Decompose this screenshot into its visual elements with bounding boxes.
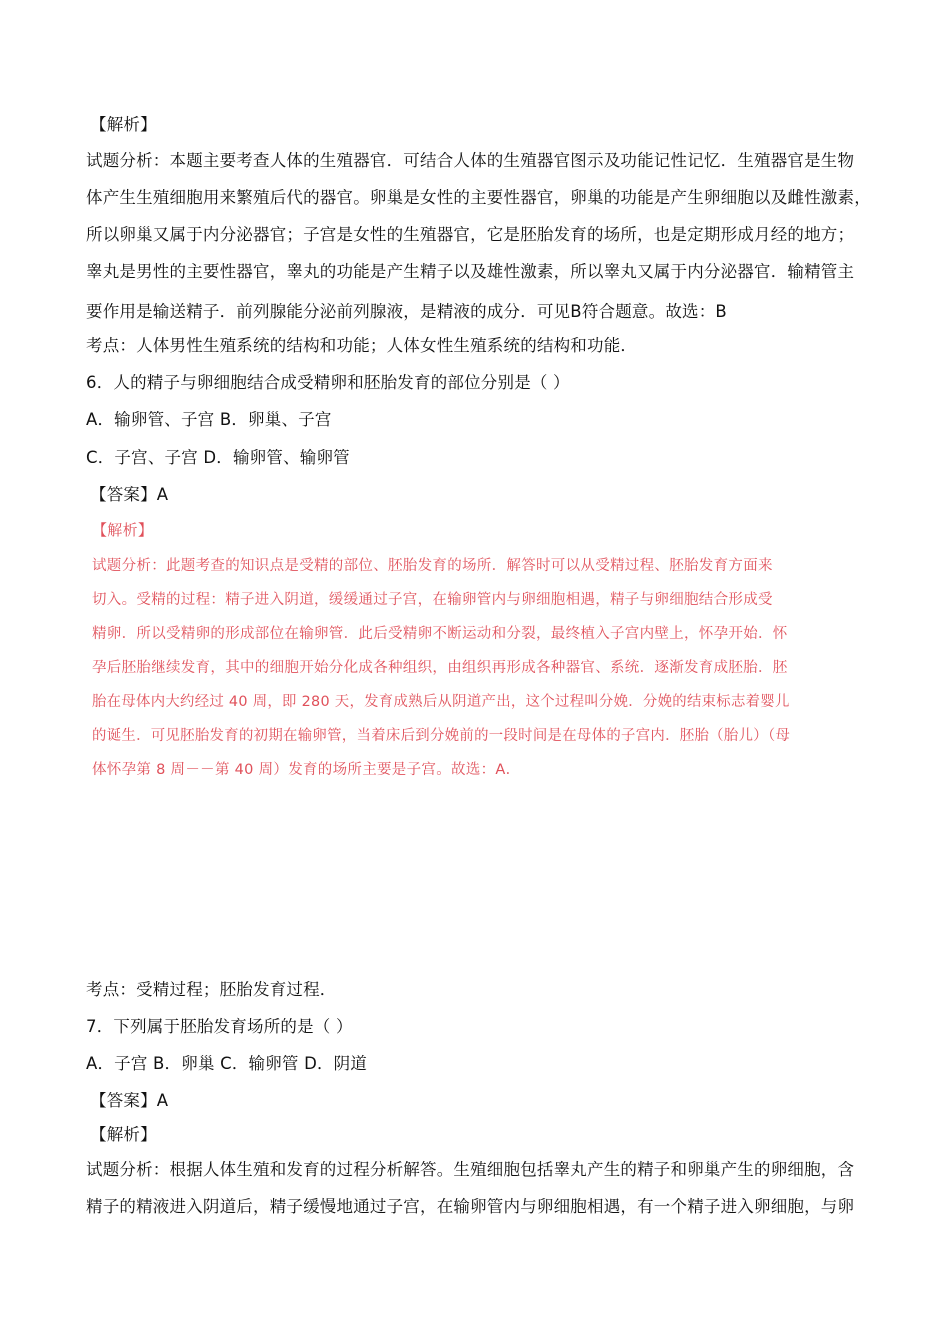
question-7-options: A．子宫 B．卵巢 C．输卵管 D．阴道 — [86, 1054, 368, 1073]
question-6-analysis-line: 切入。受精的过程：精子进入阴道，缓缓通过子宫，在输卵管内与卵细胞相遇，精子与卵细胞结合形成受 — [92, 592, 773, 608]
question-6-analysis-line: 精卵．所以受精卵的形成部位在输卵管．此后受精卵不断运动和分裂，最终植入子宫内壁上，怀孕开始．怀 — [92, 626, 788, 642]
analysis-line: 要作用是输送精子．前列腺能分泌前列腺液，是精液的成分．可见B符合题意。故选：B — [86, 302, 727, 321]
analysis-line: 试题分析：本题主要考查人体的生殖器官．可结合人体的生殖器官图示及功能记性记忆．生殖器官是生物 — [86, 151, 855, 170]
analysis-line: 睾丸是男性的主要性器官，睾丸的功能是产生精子以及雄性激素，所以睾丸又属于内分泌器官．输精管主 — [86, 262, 855, 281]
question-7-analysis-line: 试题分析：根据人体生殖和发育的过程分析解答。生殖细胞包括睾丸产生的精子和卵巢产生的卵细胞，含 — [86, 1160, 855, 1179]
question-6-analysis-line: 的诞生．可见胚胎发育的初期在输卵管，当着床后到分娩前的一段时间是在母体的子宫内．胚胎（胎儿）（母 — [92, 728, 791, 744]
question-6-options-row-2: C．子宫、子宫 D．输卵管、输卵管 — [86, 448, 350, 467]
question-6-options-row-1: A．输卵管、子宫 B．卵巢、子宫 — [86, 410, 332, 429]
kaodian-2: 考点：受精过程；胚胎发育过程． — [86, 980, 337, 999]
question-6-analysis-line: 试题分析：此题考查的知识点是受精的部位、胚胎发育的场所．解答时可以从受精过程、胚胎发育方面来 — [92, 558, 773, 574]
kaodian-1: 考点：人体男性生殖系统的结构和功能；人体女性生殖系统的结构和功能． — [86, 336, 638, 355]
question-6-analysis-line: 孕后胚胎继续发育，其中的细胞开始分化成各种组织，由组织再形成各种器官、系统．逐渐发育成胚胎．胚 — [92, 660, 788, 676]
question-6-analysis-heading: 【解析】 — [92, 521, 154, 539]
question-7-stem: 7．下列属于胚胎发育场所的是（ ） — [86, 1017, 353, 1036]
question-7-analysis-line: 精子的精液进入阴道后，精子缓慢地通过子宫，在输卵管内与卵细胞相遇，有一个精子进入卵细胞，与卵 — [86, 1197, 855, 1216]
analysis-line: 体产生生殖细胞用来繁殖后代的器官。卵巢是女性的主要性器官，卵巢的功能是产生卵细胞以及雌性激素， — [86, 188, 871, 207]
question-7-analysis-heading: 【解析】 — [90, 1125, 157, 1144]
question-7-answer: 【答案】A — [90, 1091, 169, 1110]
analysis-heading-1: 【解析】 — [90, 115, 157, 134]
question-6-analysis-line: 体怀孕第 8 周－－第 40 周）发育的场所主要是子宫。故选：A． — [92, 762, 521, 778]
question-6-stem: 6．人的精子与卵细胞结合成受精卵和胚胎发育的部位分别是（ ） — [86, 373, 570, 392]
question-6-analysis-line: 胎在母体内大约经过 40 周，即 280 天，发育成熟后从阴道产出，这个过程叫分娩．分娩的结束标志着婴儿 — [92, 694, 790, 710]
analysis-line: 所以卵巢又属于内分泌器官；子宫是女性的生殖器官，它是胚胎发育的场所，也是定期形成月经的地方； — [86, 225, 855, 244]
question-6-answer: 【答案】A — [90, 485, 169, 504]
